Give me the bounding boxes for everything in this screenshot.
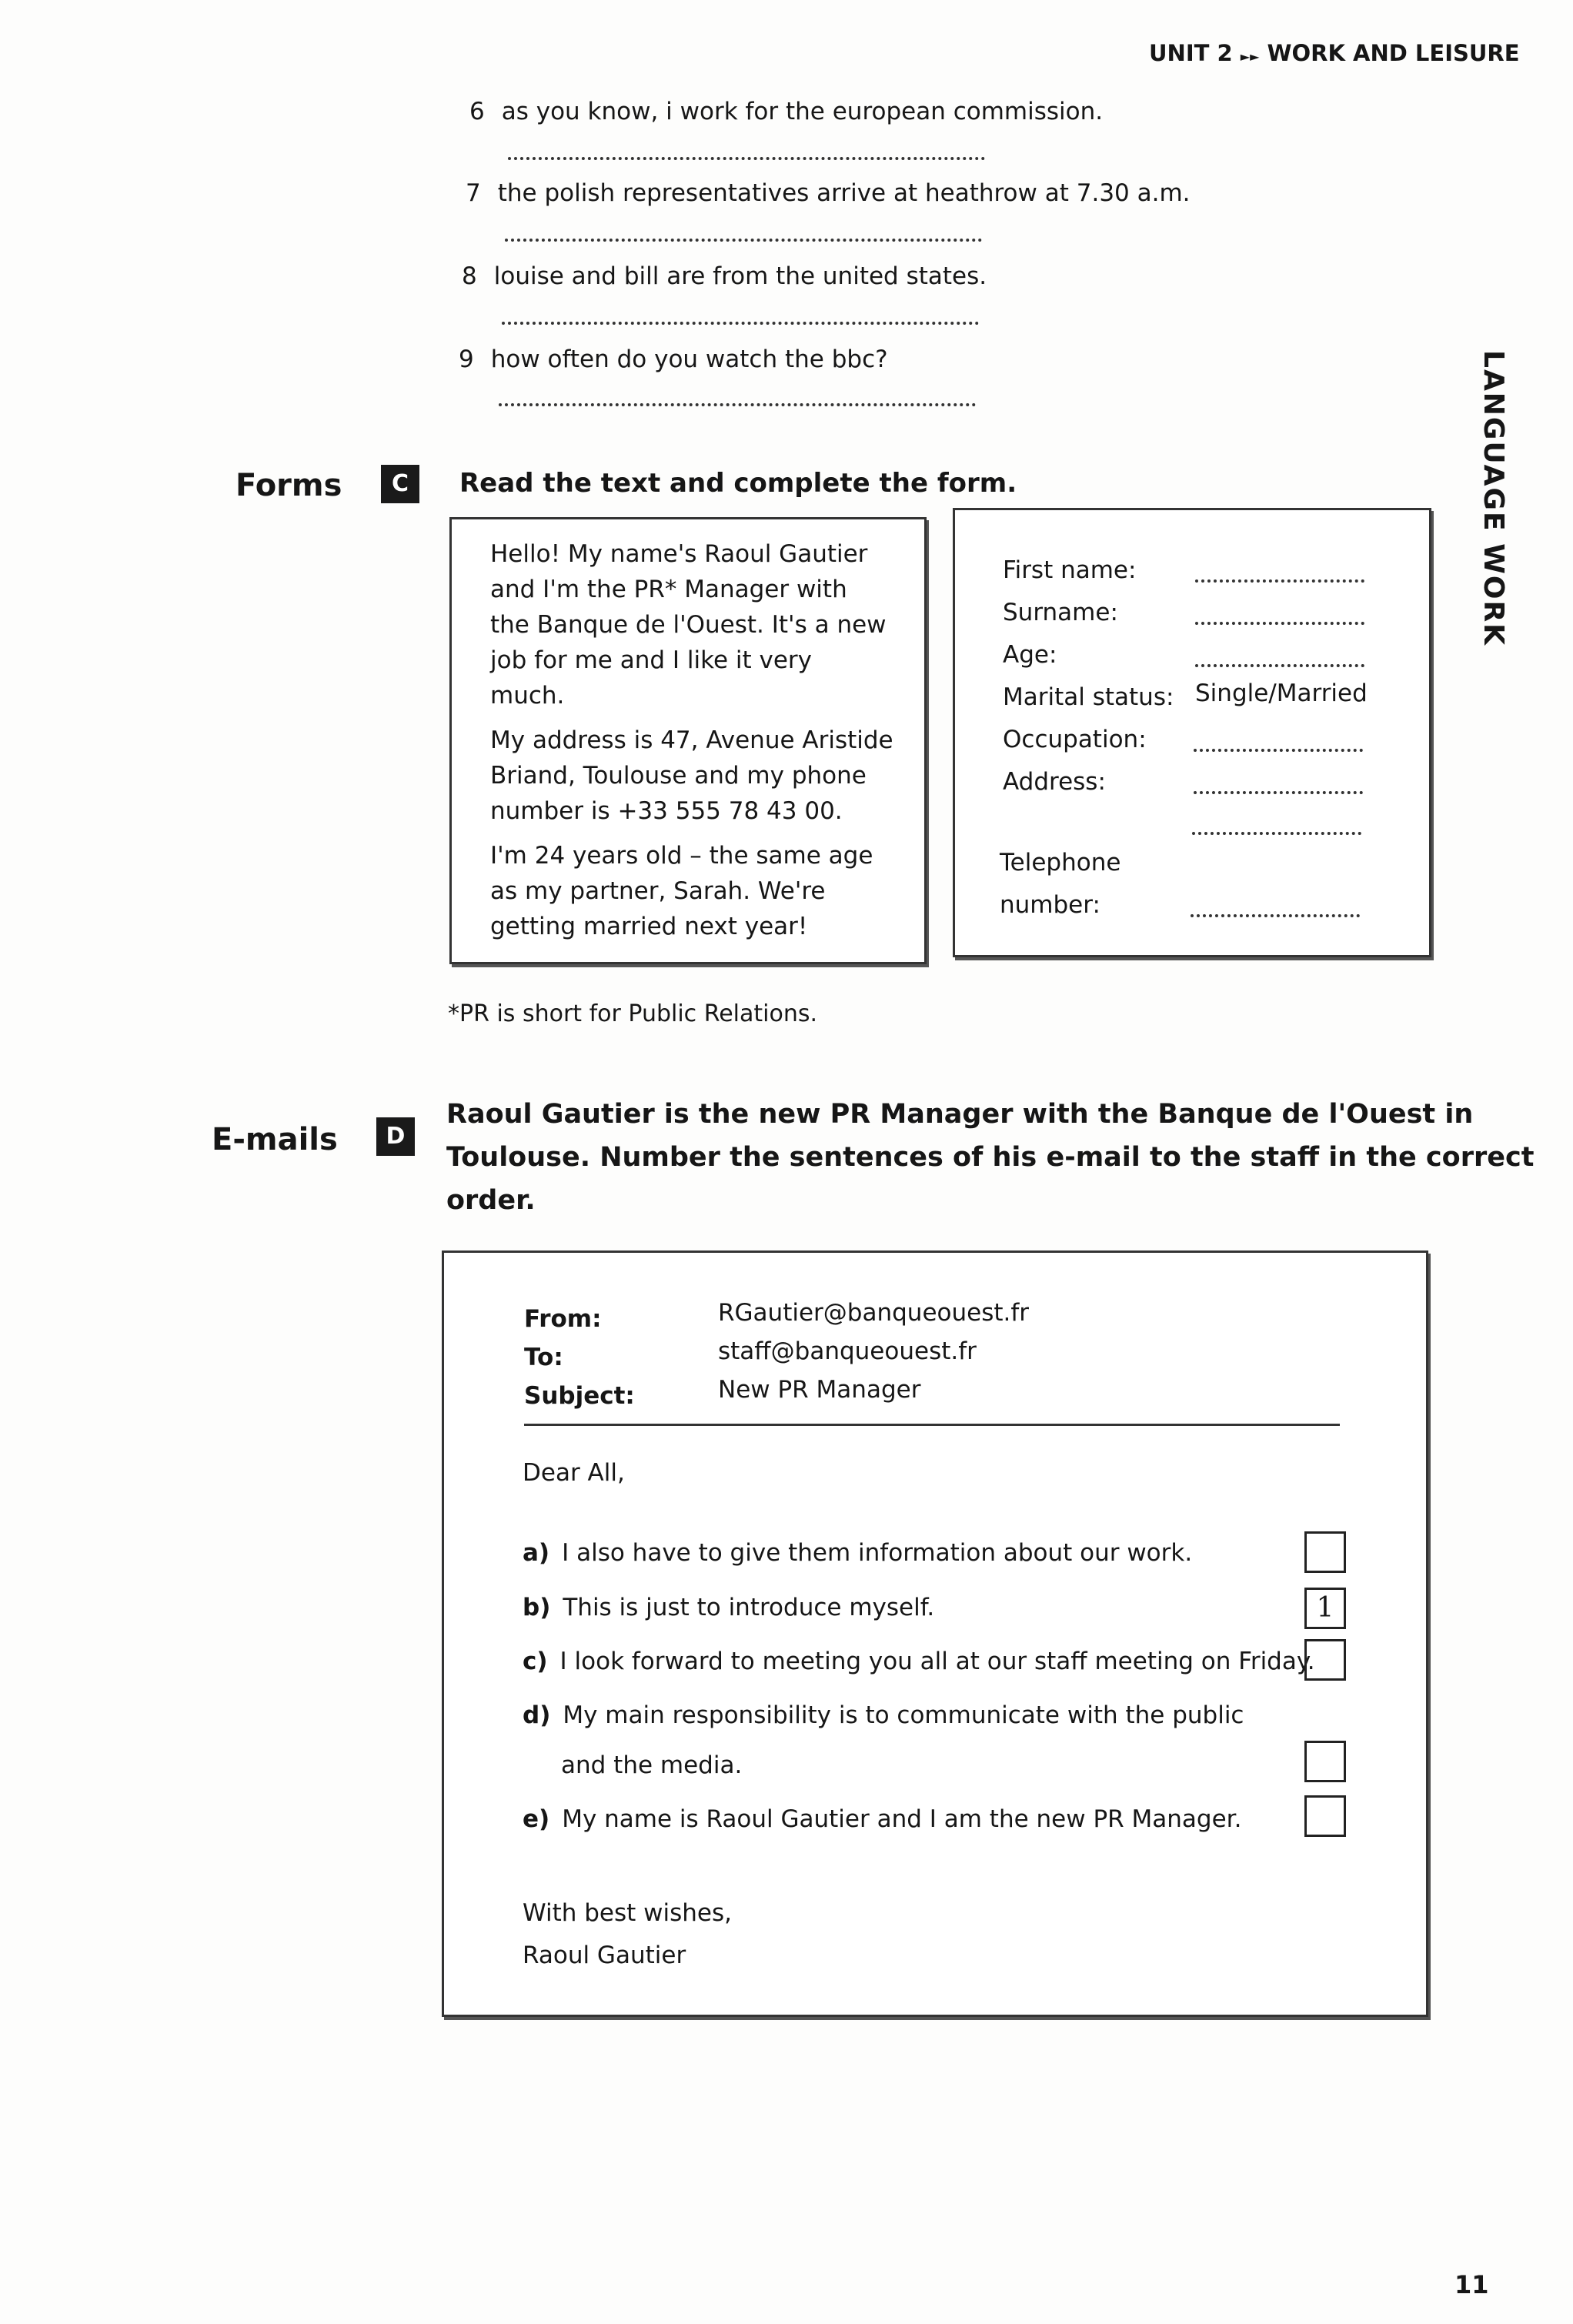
exercise-letter: C bbox=[381, 465, 419, 503]
form-box: First name: Surname: Age: Marital status: Single/Married Occupation: Address: Telephone number: bbox=[953, 508, 1431, 957]
surname-field[interactable] bbox=[1195, 622, 1364, 625]
instruction: Read the text and complete the form. bbox=[459, 468, 1017, 499]
text-box: Hello! My name's Raoul Gautier and I'm the PR* Manager with the Banque de l'Ouest. It's a new job for me and I like it very much. My address is 47, Avenue Aristide Briand, Toulouse and my phone number is +33 555 78 43 00. I'm 24 years old – the same age as my partner, Sarah. We're getting married next year! bbox=[449, 517, 927, 964]
divider bbox=[524, 1424, 1340, 1426]
answer-line[interactable] bbox=[505, 239, 982, 242]
first-name-field[interactable] bbox=[1195, 579, 1364, 583]
page-number: 11 bbox=[1454, 2270, 1489, 2299]
address-field-2[interactable] bbox=[1192, 832, 1361, 835]
answer-line[interactable] bbox=[499, 403, 976, 406]
section-forms: Forms bbox=[235, 468, 342, 503]
telephone-field[interactable] bbox=[1191, 914, 1360, 917]
order-box-a[interactable] bbox=[1304, 1531, 1346, 1573]
age-field[interactable] bbox=[1195, 664, 1364, 667]
exercise-letter: D bbox=[376, 1117, 415, 1156]
order-box-d[interactable] bbox=[1304, 1741, 1346, 1782]
answer-line[interactable] bbox=[508, 157, 985, 160]
address-field[interactable] bbox=[1194, 791, 1363, 794]
instruction: Raoul Gautier is the new PR Manager with the Banque de l'Ouest in Toulouse. Number the sentences of his e-mail to the staff in the correct order. bbox=[446, 1099, 1535, 1216]
section-emails: E-mails bbox=[212, 1122, 338, 1157]
order-box-e[interactable] bbox=[1304, 1795, 1346, 1837]
running-header: UNIT 2 ►► WORK AND LEISURE bbox=[1149, 40, 1520, 66]
order-box-c[interactable] bbox=[1304, 1639, 1346, 1681]
footnote: *PR is short for Public Relations. bbox=[448, 1000, 818, 1027]
email-box: From: RGautier@banqueouest.fr To: staff@banqueouest.fr Subject: New PR Manager Dear All, a) I also have to give them information about our work. b) This is just to introduce myself. c) I look forward to meeting you all at our staff meeting on Friday. d) My main responsibility is to communicate with the public and the media. e) My name is Raoul Gautier and I am the new PR Manager. With best wishes, Raoul Gautier bbox=[442, 1250, 1428, 2017]
marital-options[interactable]: Single/Married bbox=[1195, 680, 1368, 707]
order-box-b[interactable]: 1 bbox=[1304, 1588, 1346, 1629]
occupation-field[interactable] bbox=[1194, 749, 1363, 752]
side-tab: LANGUAGE WORK bbox=[1478, 350, 1509, 647]
answer-line[interactable] bbox=[502, 322, 979, 325]
